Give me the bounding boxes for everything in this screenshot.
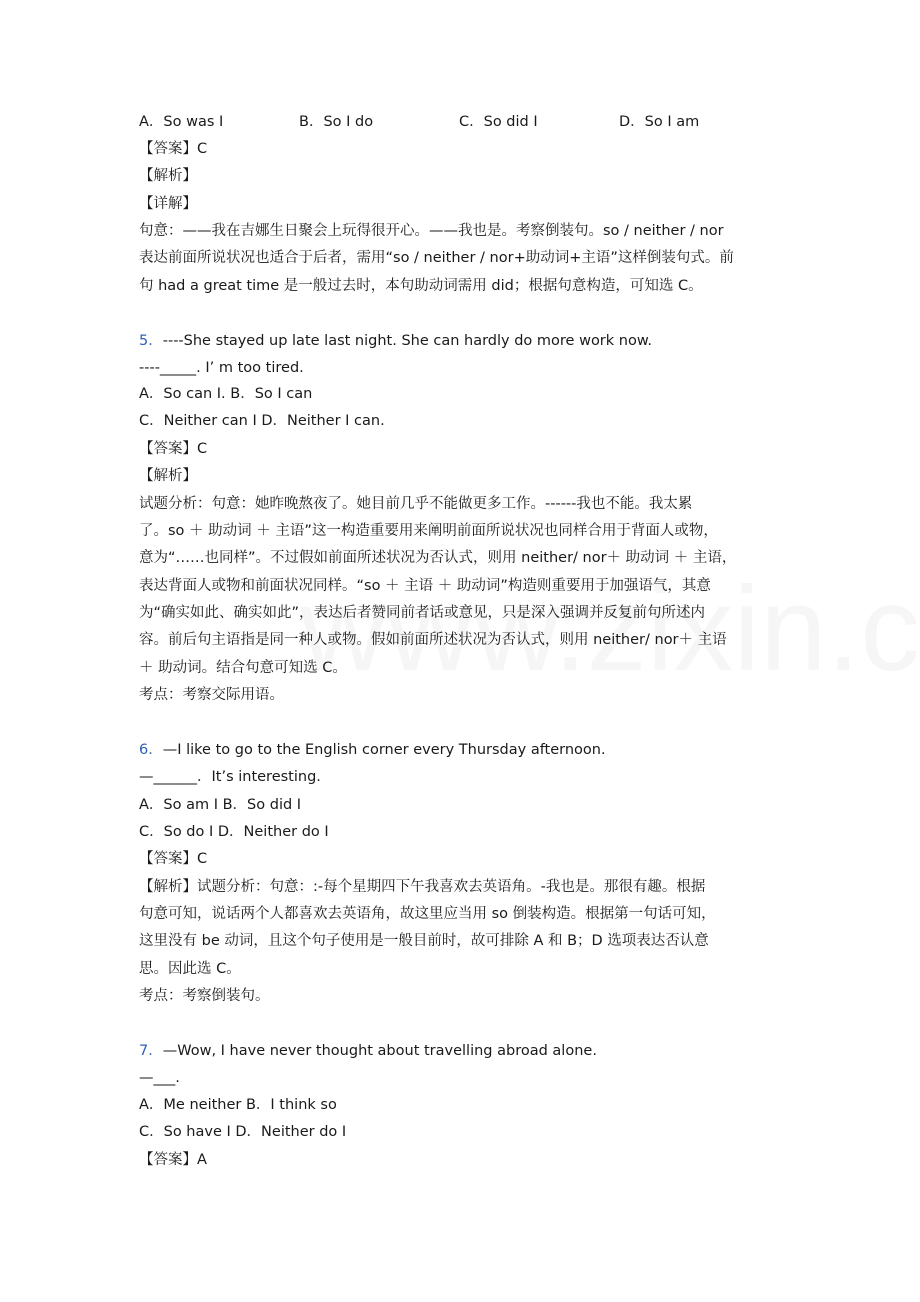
q5-explanation-line: ＋ 助动词。结合句意可知选 C。 [139, 660, 347, 676]
q7-options-row1: A．Me neither B．I think so [139, 1097, 337, 1113]
q5-explanation-line: 了。so ＋ 助动词 ＋ 主语”这一构造重要用来阐明前面所说状况也同样合用于背面人或物， [139, 523, 718, 539]
q7-answer: 【答案】A [139, 1152, 207, 1168]
q5-explanation-line: 容。前后句主语指是同一种人或物。假如前面所述状况为否认式，则用 neither/ nor＋ 主语 [139, 632, 727, 648]
q7-number: 7． [139, 1043, 163, 1059]
q4-option-c: C．So did I [459, 114, 538, 130]
q6-question-text: —I like to go to the English corner every Thursday afternoon. [162, 742, 606, 758]
q5-blank-line: ----_____. I’ m too tired. [139, 360, 304, 376]
q4-option-d: D．So I am [619, 114, 700, 130]
q4-option-b: B．So I do [299, 114, 374, 130]
q5-question-text: ----She stayed up late last night. She can hardly do more work now. [162, 333, 652, 349]
q4-detail-label: 【详解】 [139, 196, 197, 212]
q4-analysis-label: 【解析】 [139, 168, 197, 184]
q4-explanation-line: 表达前面所说状况也适合于后者，需用“so / neither / nor+助动词+主语”这样倒装句式。前 [139, 250, 734, 266]
q6-answer: 【答案】C [139, 851, 208, 867]
q6-blank-line: —______．It’s interesting. [139, 769, 321, 785]
q6-number: 6． [139, 742, 163, 758]
q7-blank-line: —___. [139, 1070, 180, 1086]
q7-options-row2: C．So have I D．Neither do I [139, 1124, 347, 1140]
q4-explanation-line: 句 had a great time 是一般过去时，本句助动词需用 did；根据句意构造，可知选 C。 [139, 278, 703, 294]
q5-analysis-label: 【解析】 [139, 468, 197, 484]
q6-options-row1: A．So am I B．So did I [139, 797, 302, 813]
q5-options-row2: C．Neither can I D．Neither I can. [139, 413, 385, 429]
q5-explanation-line: 为“确实如此、确实如此”，表达后者赞同前者话或意见，只是深入强调并反复前句所述内 [139, 605, 706, 621]
q4-option-a: A．So was I [139, 114, 224, 130]
q7-question [139, 1041, 597, 1061]
q5-point: 考点：考察交际用语。 [139, 687, 284, 703]
q4-answer: 【答案】C [139, 141, 208, 157]
q5-question [139, 331, 652, 351]
q7-question-text: —Wow, I have never thought about travelling abroad alone. [162, 1043, 597, 1059]
q5-number: 5． [139, 333, 163, 349]
q4-explanation-line: 句意：——我在吉娜生日聚会上玩得很开心。——我也是。考察倒装句。so / neither / nor [139, 223, 724, 239]
q6-point: 考点：考察倒装句。 [139, 988, 270, 1004]
q5-explanation-line: 意为“……也同样”。不过假如前面所述状况为否认式，则用 neither/ nor＋ 助动词 ＋ 主语， [139, 550, 737, 566]
q6-explanation-line: 这里没有 be 动词，且这个句子使用是一般目前时，故可排除 A 和 B；D 选项表达否认意 [139, 933, 709, 949]
q6-explanation-line: 句意可知，说话两个人都喜欢去英语角，故这里应当用 so 倒装构造。根据第一句话可知， [139, 906, 716, 922]
q5-explanation-line: 表达背面人或物和前面状况同样。“so ＋ 主语 ＋ 助动词”构造则重要用于加强语气，其意 [139, 578, 711, 594]
q6-options-row2: C．So do I D．Neither do I [139, 824, 329, 840]
q5-answer: 【答案】C [139, 441, 208, 457]
q6-question [139, 740, 606, 760]
q6-explanation-line: 思。因此选 C。 [139, 961, 241, 977]
q6-explanation-line: 【解析】试题分析：句意：:-每个星期四下午我喜欢去英语角。-我也是。那很有趣。根据 [139, 879, 706, 895]
q5-options-row1: A．So can I. B．So I can [139, 386, 313, 402]
q5-explanation-line: 试题分析：句意：她昨晚熬夜了。她目前几乎不能做更多工作。------我也不能。我太累 [139, 496, 693, 512]
